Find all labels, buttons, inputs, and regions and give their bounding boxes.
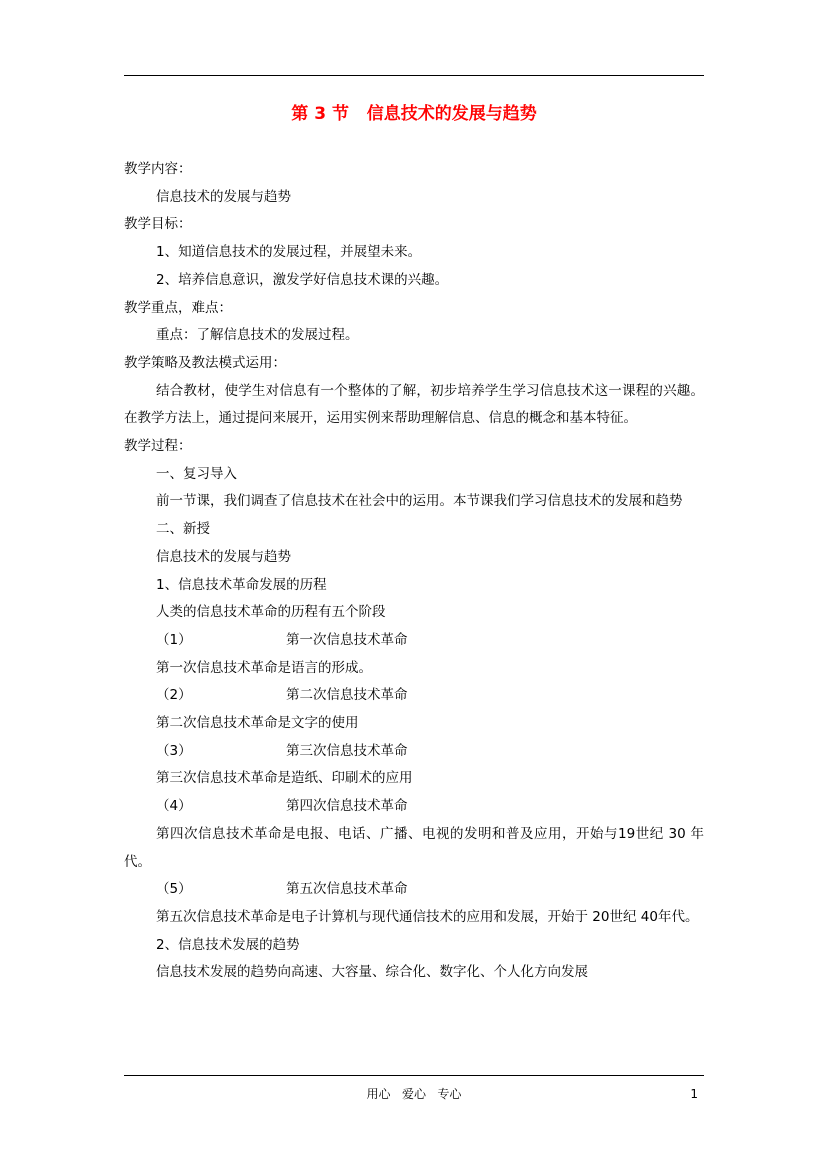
subheading-trends: 2、信息技术发展的趋势 bbox=[156, 936, 300, 953]
header-rule bbox=[124, 75, 704, 76]
heading-teaching-content: 教学内容： bbox=[124, 161, 192, 177]
section-review: 一、复习导入 bbox=[156, 465, 237, 482]
stage-3-description: 第三次信息技术革命是造纸、印刷术的应用 bbox=[156, 770, 413, 787]
stage-4-number: （4） bbox=[156, 798, 192, 815]
stage-2-heading bbox=[124, 682, 704, 710]
stage-1-title: 第一次信息技术革命 bbox=[286, 631, 408, 648]
page-number: 1 bbox=[690, 1087, 698, 1101]
goal-item-1: 1、知道信息技术的发展过程，并展望未来。 bbox=[156, 244, 422, 261]
stage-2-number: （2） bbox=[156, 687, 192, 704]
stage-3-heading bbox=[124, 738, 704, 766]
stage-4-description: 第四次信息技术革命是电报、电话、广播、电视的发明和普及应用，开始与19世纪 30 年代。 bbox=[124, 825, 704, 870]
stage-5-heading bbox=[124, 876, 704, 904]
stage-5-title: 第五次信息技术革命 bbox=[286, 881, 408, 898]
stage-4-heading bbox=[124, 793, 704, 821]
new-lesson-topic: 信息技术的发展与趋势 bbox=[156, 548, 291, 565]
heading-teaching-strategy: 教学策略及教法模式运用： bbox=[124, 354, 286, 371]
stage-4-title: 第四次信息技术革命 bbox=[286, 798, 408, 815]
stage-1-heading bbox=[124, 627, 704, 655]
document-body bbox=[124, 156, 704, 987]
history-intro: 人类的信息技术革命的历程有五个阶段 bbox=[156, 604, 386, 621]
teaching-content-text: 信息技术的发展与趋势 bbox=[156, 188, 291, 205]
goal-item-2: 2、培养信息意识，激发学好信息技术课的兴趣。 bbox=[156, 271, 449, 288]
footer-slogan: 用心 爱心 专心 bbox=[366, 1087, 462, 1101]
teaching-strategy-text: 结合教材，使学生对信息有一个整体的了解，初步培养学生学习信息技术这一课程的兴趣。在教学方法上，通过提问来展开，运用实例来帮助理解信息、信息的概念和基本特征。 bbox=[124, 382, 704, 427]
subheading-history: 1、信息技术革命发展的历程 bbox=[156, 576, 327, 593]
review-text: 前一节课，我们调查了信息技术在社会中的运用。本节课我们学习信息技术的发展和趋势 bbox=[156, 493, 683, 510]
stage-5-number: （5） bbox=[156, 881, 192, 898]
heading-teaching-process: 教学过程： bbox=[124, 438, 192, 455]
stage-5-description: 第五次信息技术革命是电子计算机与现代通信技术的应用和发展，开始于 20世纪 40年代。 bbox=[156, 908, 699, 925]
stage-1-number: （1） bbox=[156, 631, 192, 648]
footer-rule bbox=[124, 1075, 704, 1076]
section-new-lesson: 二、新授 bbox=[156, 521, 210, 538]
stage-3-title: 第三次信息技术革命 bbox=[286, 742, 408, 759]
stage-3-number: （3） bbox=[156, 742, 192, 759]
stage-2-description: 第二次信息技术革命是文字的使用 bbox=[156, 715, 359, 732]
heading-teaching-goals: 教学目标： bbox=[124, 216, 192, 233]
trends-text: 信息技术发展的趋势向高速、大容量、综合化、数字化、个人化方向发展 bbox=[156, 964, 588, 981]
page-title: 第 3 节 信息技术的发展与趋势 bbox=[291, 104, 537, 124]
key-point-text: 重点：了解信息技术的发展过程。 bbox=[156, 327, 359, 344]
heading-key-points: 教学重点，难点： bbox=[124, 299, 232, 316]
stage-2-title: 第二次信息技术革命 bbox=[286, 687, 408, 704]
stage-1-description: 第一次信息技术革命是语言的形成。 bbox=[156, 659, 372, 676]
